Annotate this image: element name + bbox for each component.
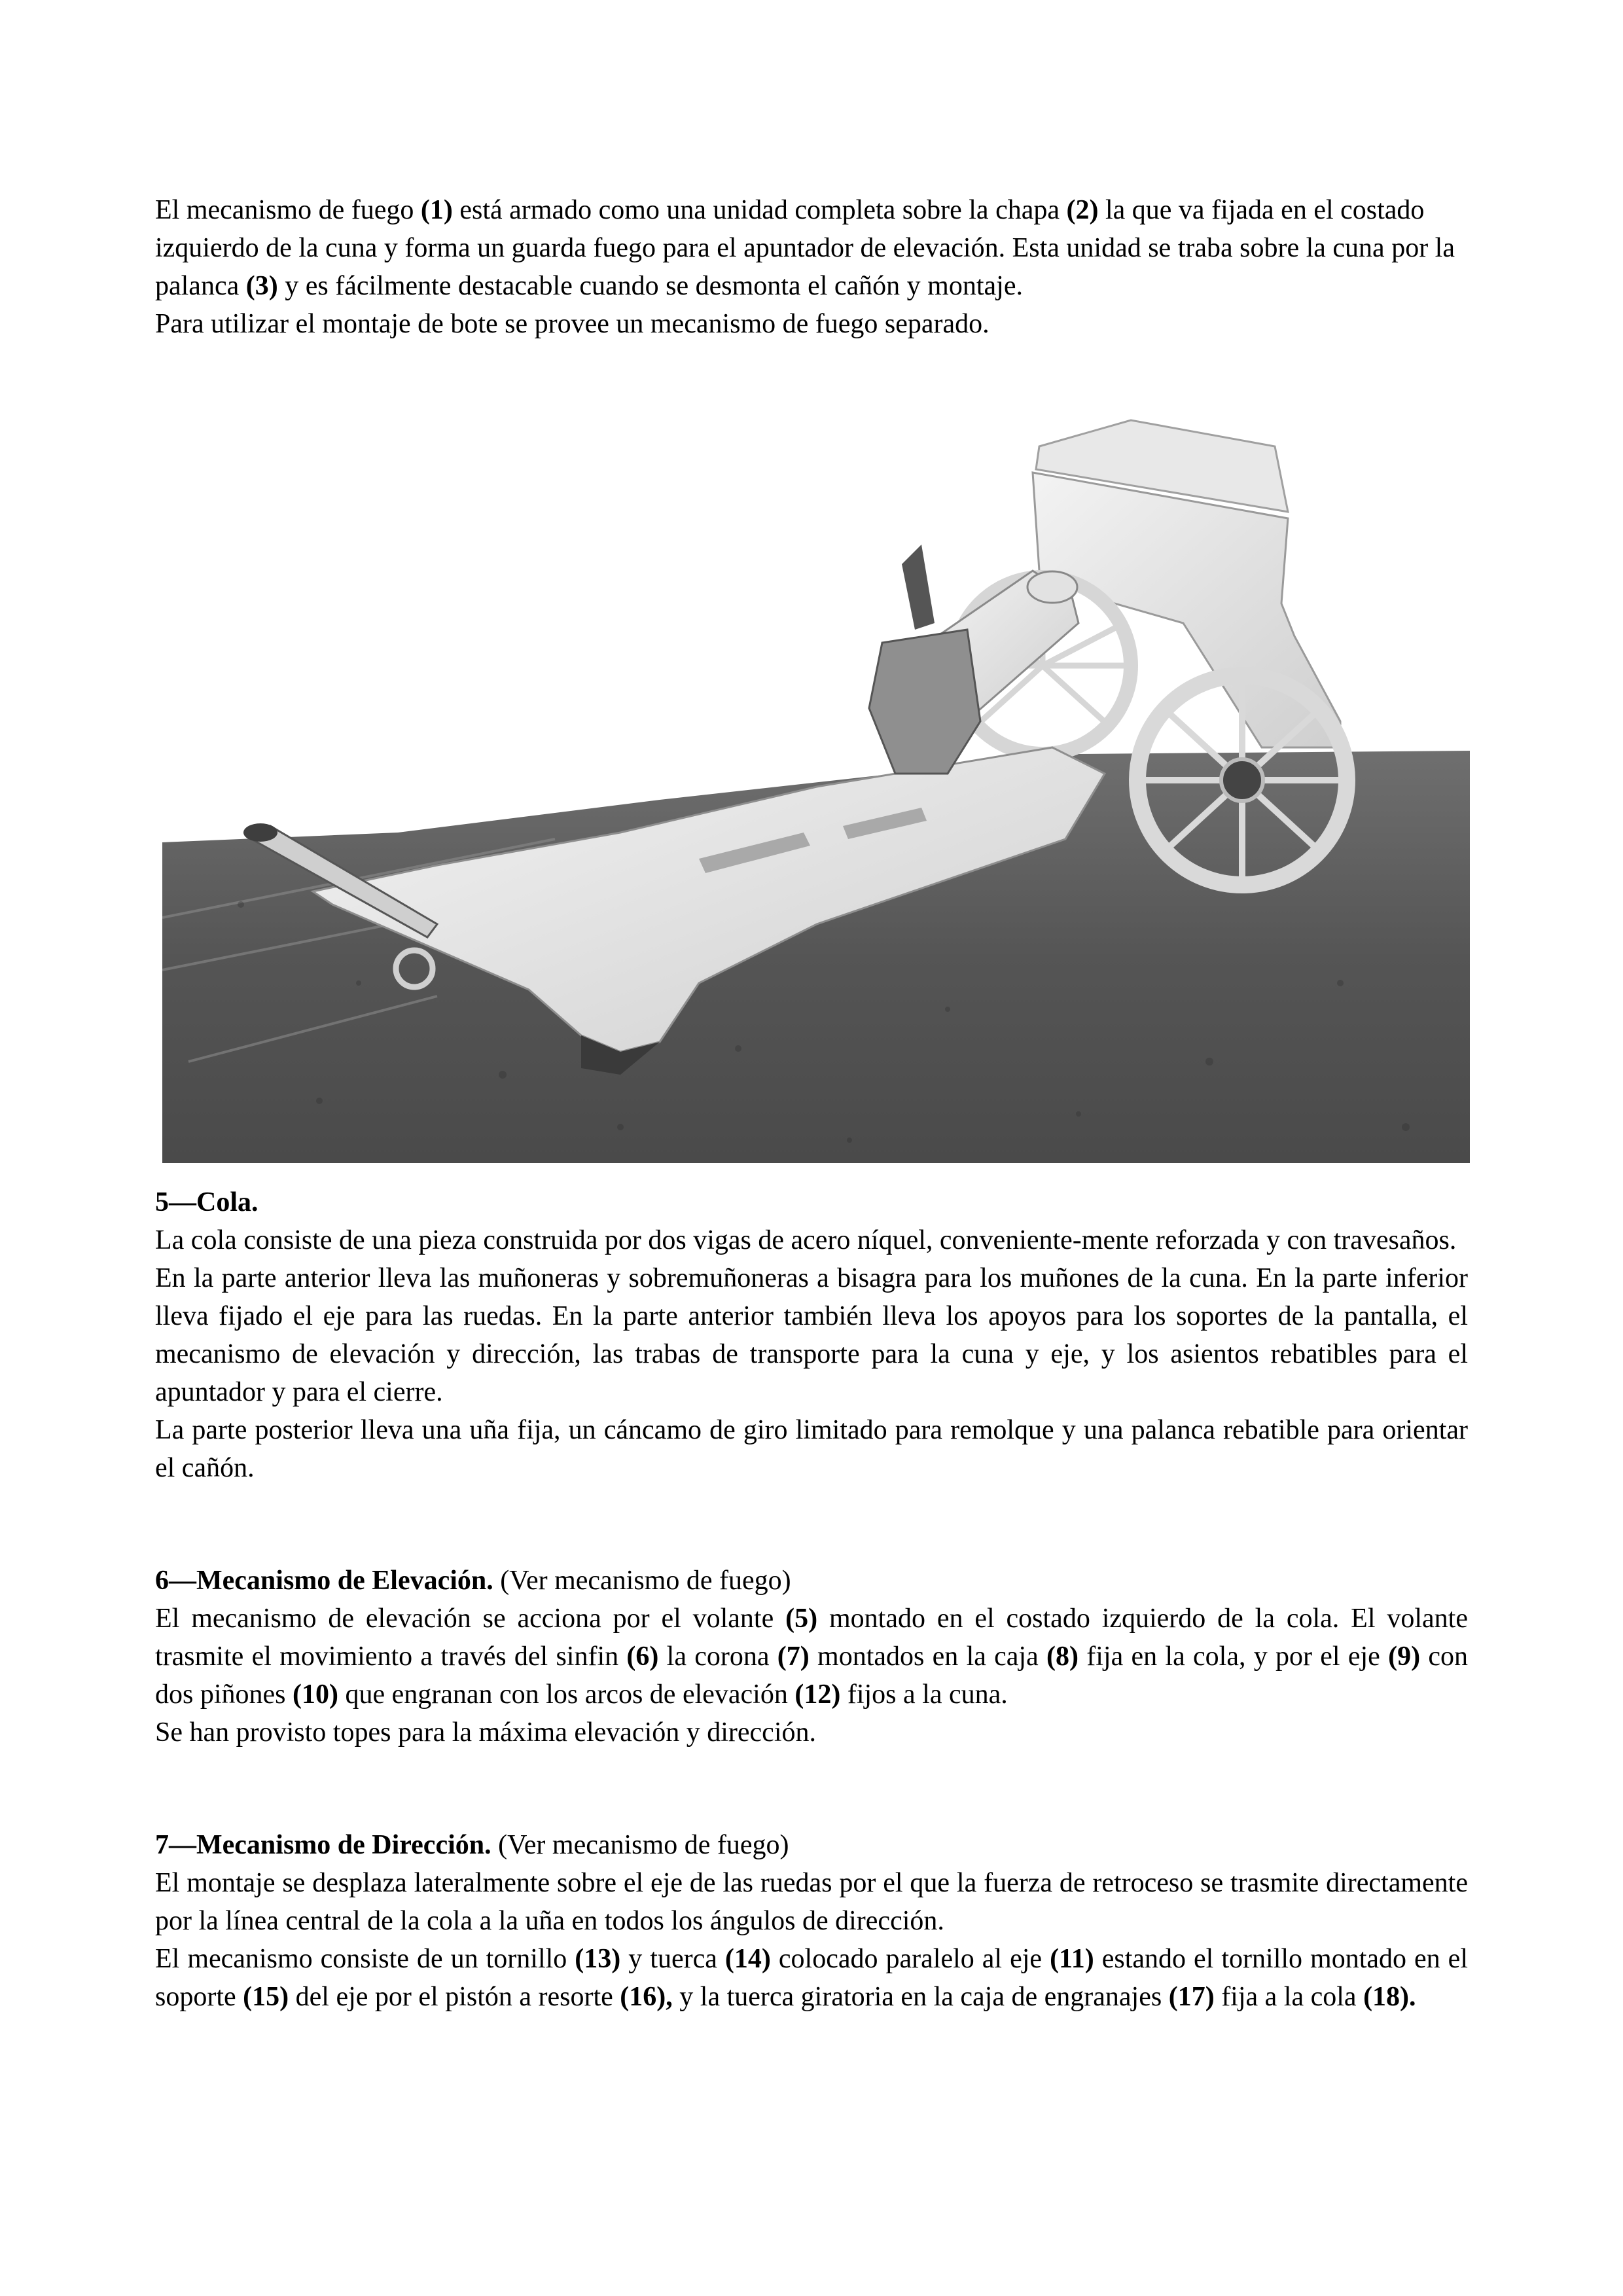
section-7-direccion (155, 1826, 1468, 2016)
section-5-paragraph-1: La cola consiste de una pieza construida por dos vigas de acero níquel, conveniente-mente reforzada y con travesaños. (155, 1225, 1457, 1255)
section-6-paragraph-1: El mecanismo de elevación se acciona por el volante (5) montado en el costado izquierdo de la cola. El volante trasmite el movimiento a través del sinfin (6) la corona (7) montados en la caja (8) fija en la cola, y por el eje (9) con dos piñones (10) que engranan con los arcos de elevación (12) fijos a la cuna. (155, 1604, 1468, 1710)
section-5-paragraph-3: La parte posterior lleva una uña fija, un cáncamo de giro limitado para remolque y una palanca rebatible para orientar el cañón. (155, 1415, 1468, 1483)
section-7-paragraph-1: El montaje se desplaza lateralmente sobre el eje de las ruedas por el que la fuerza de retroceso se trasmite directamente por la línea central de la cola a la uña en todos los ángulos de dirección. (155, 1868, 1468, 1936)
section-7-heading: 7—Mecanismo de Dirección. (Ver mecanismo de fuego) (155, 1830, 789, 1860)
section-6-paragraph-2: Se han provisto topes para la máxima elevación y dirección. (155, 1717, 816, 1748)
section-7-paragraph-2: El mecanismo consiste de un tornillo (13) y tuerca (14) colocado paralelo al eje (11) estando el tornillo montado en el soporte (15) del eje por el pistón a resorte (16), y la tuerca giratoria en la caja de engranajes (17) fija a la cola (18). (155, 1944, 1468, 2012)
section-6-elevacion (155, 1562, 1468, 1751)
intro-paragraph-2: Para utilizar el montaje de bote se provee un mecanismo de fuego separado. (155, 309, 990, 339)
intro-paragraph-1: El mecanismo de fuego (1) está armado como una unidad completa sobre la chapa (2) la que va fijada en el costado izquierdo de la cuna y forma un guarda fuego para el apuntador de elevación. Esta unidad se traba sobre la cuna por la palanca (3) y es fácilmente destacable cuando se desmonta el cañón y montaje. (155, 195, 1455, 301)
section-5-paragraph-2: En la parte anterior lleva las muñoneras y sobremuñoneras a bisagra para los muñones de la cuna. En la parte inferior lleva fijado el eje para las ruedas. En la parte anterior también lleva los apoyos para los soportes de la pantalla, el mecanismo de elevación y dirección, las trabas de transporte para la cuna y eje, y los asientos rebatibles para el apuntador y para el cierre. (155, 1263, 1468, 1407)
section-6-heading: 6—Mecanismo de Elevación. (Ver mecanismo de fuego) (155, 1566, 791, 1596)
field-gun-photo (162, 407, 1470, 1163)
section-5-heading: 5—Cola. (155, 1187, 259, 1217)
right-wheel (1137, 675, 1347, 885)
intro-text (155, 191, 1468, 343)
gun-shield (1033, 473, 1340, 747)
section-5-cola (155, 1183, 1468, 1487)
